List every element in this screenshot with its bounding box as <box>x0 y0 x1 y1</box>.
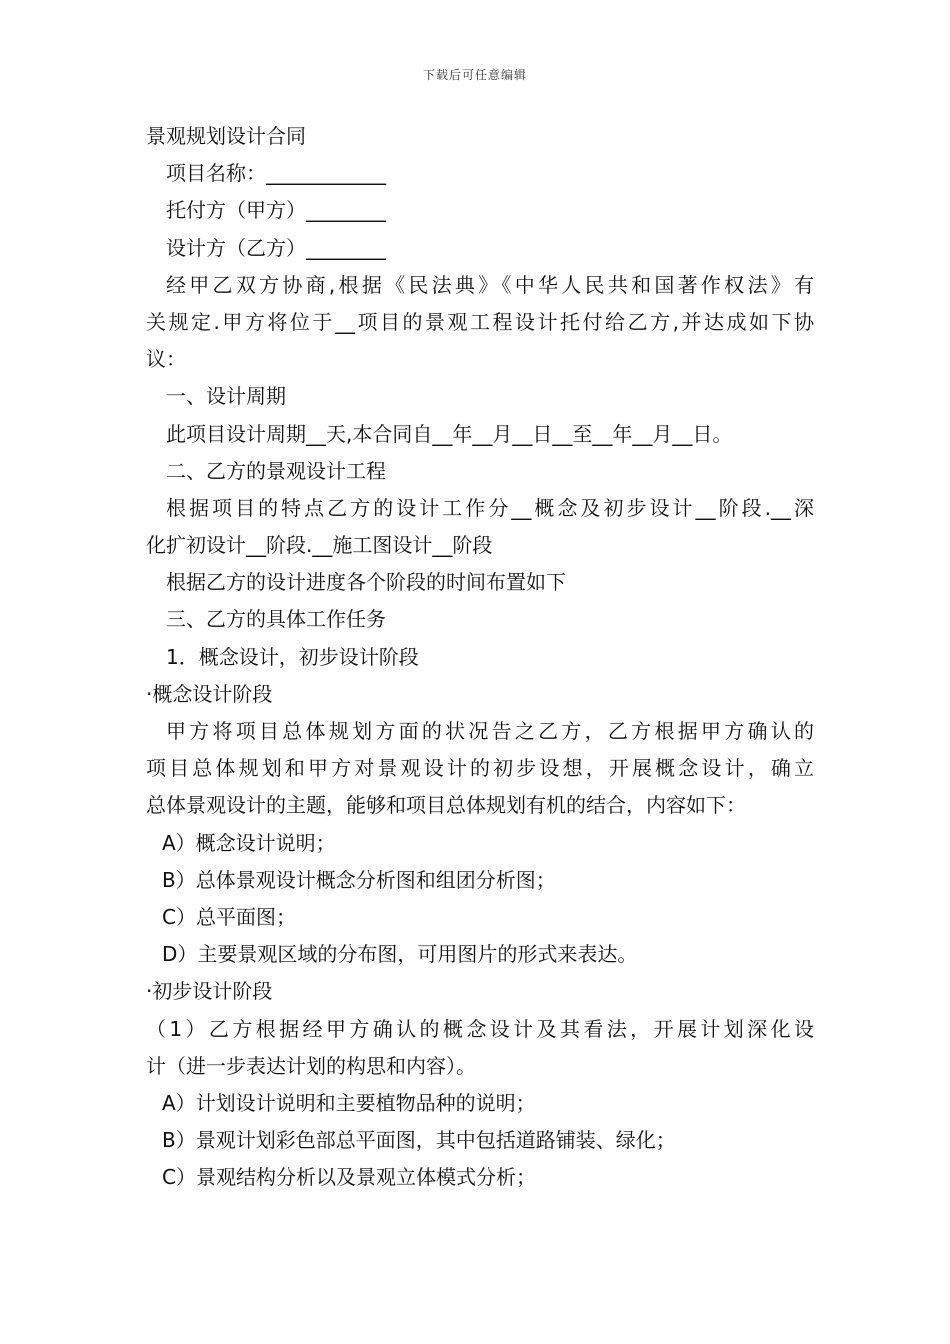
paragraph-line: 化扩初设计__阶段.__施工图设计__阶段 <box>146 533 493 558</box>
list-item: A）概念设计说明； <box>162 830 336 855</box>
paragraph-line: 关规定.甲方将位于__项目的景观工程设计托付给乙方,并达成如下协 <box>146 309 814 334</box>
paragraph-line: （1）乙方根据经甲方确认的概念设计及其看法，开展计划深化设 <box>146 1016 814 1041</box>
subsection-heading: ·概念设计阶段 <box>146 681 273 706</box>
paragraph-line: 此项目设计周期__天,本合同自__年__月__日__至__年__月__日。 <box>166 421 733 446</box>
paragraph-line: 计（进一步表达计划的构思和内容）。 <box>146 1053 476 1078</box>
list-item: B）景观计划彩色部总平面图，其中包括道路铺装、绿化； <box>162 1128 676 1153</box>
document-body <box>146 118 814 1196</box>
project-name-line: 项目名称：____________ <box>166 161 386 186</box>
list-item: A）计划设计说明和主要植物品种的说明； <box>162 1090 536 1115</box>
list-item: D）主要景观区域的分布图，可用图片的形式来表达。 <box>162 942 638 967</box>
party-b-line: 设计方（乙方）________ <box>166 235 386 260</box>
paragraph-line: 根据乙方的设计进度各个阶段的时间布置如下 <box>166 570 566 595</box>
paragraph-line: 甲方将项目总体规划方面的状况告之乙方，乙方根据甲方确认的 <box>166 719 814 743</box>
document-title: 景观规划设计合同 <box>146 124 306 148</box>
paragraph-line: 议： <box>146 347 186 372</box>
party-a-line: 托付方（甲方）________ <box>166 198 386 223</box>
paragraph-line: 根据项目的特点乙方的设计工作分__概念及初步设计__阶段.__深 <box>166 495 814 520</box>
list-item: C）总平面图； <box>162 904 296 929</box>
paragraph-line: 总体景观设计的主题，能够和项目总体规划有机的结合，内容如下： <box>146 793 746 818</box>
list-item: B）总体景观设计概念分析图和组团分析图； <box>162 867 556 892</box>
paragraph-line: 经甲乙双方协商,根据《民法典》《中华人民共和国著作权法》有 <box>166 272 814 297</box>
paragraph-line: 项目总体规划和甲方对景观设计的初步设想，开展概念设计，确立 <box>146 756 814 781</box>
section-heading: 三、乙方的具体工作任务 <box>166 607 386 632</box>
page-header-note: 下载后可任意编辑 <box>422 68 527 82</box>
subsection-heading: ·初步设计阶段 <box>146 979 273 1004</box>
section-heading: 二、乙方的景观设计工程 <box>166 458 386 483</box>
list-item: C）景观结构分析以及景观立体模式分析； <box>162 1165 536 1190</box>
subsection-heading: 1．概念设计，初步设计阶段 <box>166 644 419 669</box>
section-heading: 一、设计周期 <box>166 384 286 409</box>
